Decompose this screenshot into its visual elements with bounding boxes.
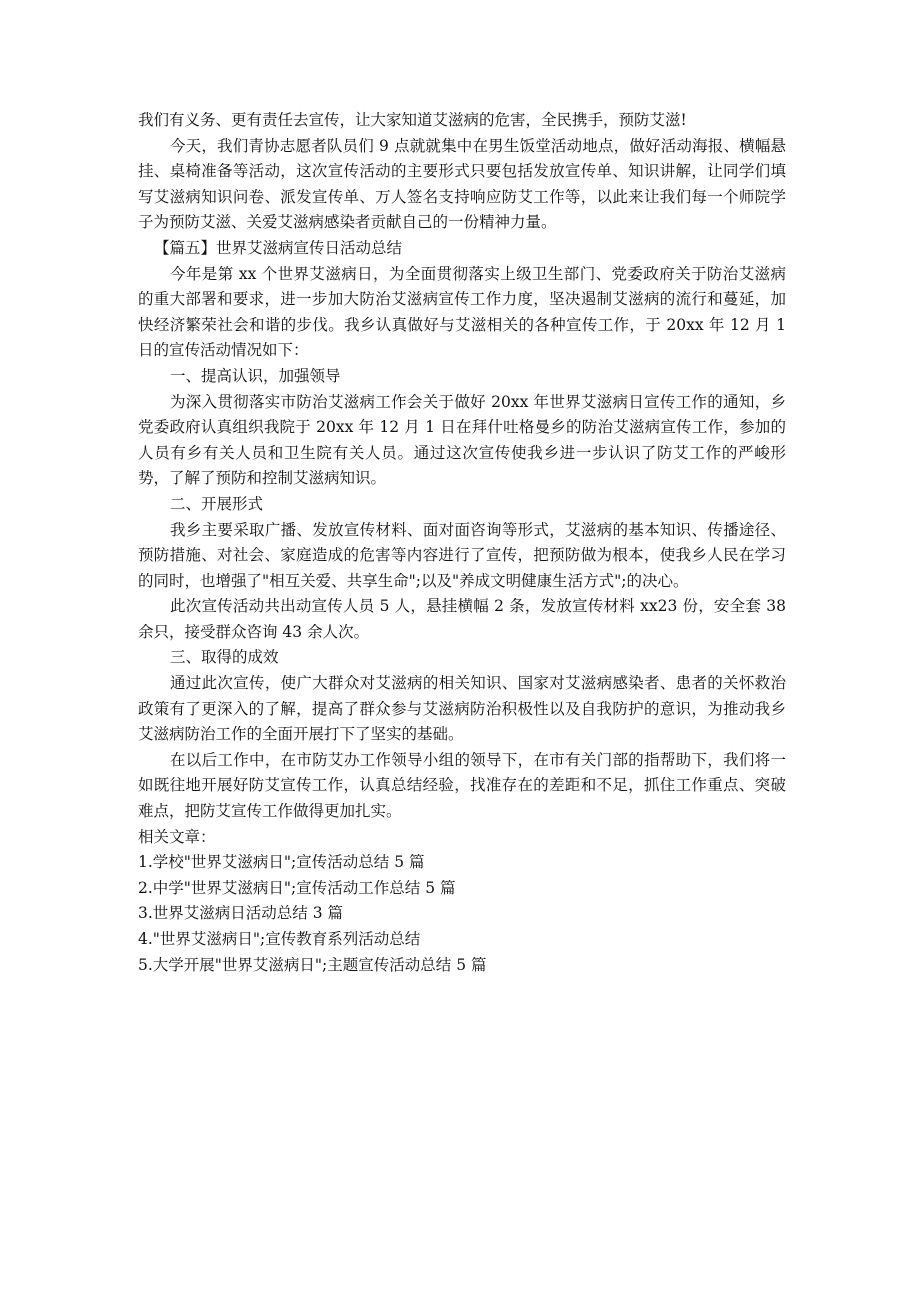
paragraph: 此次宣传活动共出动宣传人员 5 人，悬挂横幅 2 条，发放宣传材料 xx23 份，安全套 38 余只，接受群众咨询 43 余人次。 xyxy=(138,597,786,641)
paragraph: 我们有义务、更有责任去宣传，让大家知道艾滋病的危害，全民携手，预防艾滋! xyxy=(138,111,687,129)
related-link[interactable]: 2.中学"世界艾滋病日";宣传活动工作总结 5 篇 xyxy=(138,878,456,897)
paragraph: 今年是第 xx 个世界艾滋病日，为全面贯彻落实上级卫生部门、党委政府关于防治艾滋病的重大部署和要求，进一步加大防治艾滋病宣传工作力度，坚决遏制艾滋病的流行和蔓延，加快经济繁荣社会和谐的步伐。我乡认真做好与艾滋相关的各种宣传工作，于 20xx 年 12 月 1 日的宣传活动情况如下： xyxy=(138,264,786,360)
paragraph: 今天，我们青协志愿者队员们 9 点就就集中在男生饭堂活动地点，做好活动海报、横幅悬挂、桌椅准备等活动，这次宣传活动的主要形式只要包括发放宣传单、知识讲解，让同学们填写艾滋病知识问卷、派发宣传单、万人签名支持响应防艾工作等，以此来让我们每一个师院学子为预防艾滋、关爱艾滋病感染者贡献自己的一份精神力量。 xyxy=(138,136,786,232)
related-link[interactable]: 5.大学开展"世界艾滋病日";主题宣传活动总结 5 篇 xyxy=(138,955,487,974)
section-title: 【篇五】世界艾滋病宣传日活动总结 xyxy=(154,238,403,257)
paragraph: 在以后工作中，在市防艾办工作领导小组的领导下，在市有关门部的指帮助下，我们将一如既往地开展好防艾宣传工作，认真总结经验，找准存在的差距和不足，抓住工作重点、突破难点，把防艾宣传工作做得更加扎实。 xyxy=(138,750,786,821)
paragraph: 我乡主要采取广播、发放宣传材料、面对面咨询等形式，艾滋病的基本知识、传播途径、预防措施、对社会、家庭造成的危害等内容进行了宣传，把预防做为根本，使我乡人民在学习的同时，也增强了"相互关爱、共享生命";以及"养成文明健康生活方式";的决心。 xyxy=(138,520,786,590)
paragraph: 为深入贯彻落实市防治艾滋病工作会关于做好 20xx 年世界艾滋病日宣传工作的通知，乡党委政府认真组织我院于 20xx 年 12 月 1 日在拜什吐格曼乡的防治艾滋病宣传工作，参加的人员有乡有关人员和卫生院有关人员。通过这次宣传使我乡进一步认识了防艾工作的严峻形势，了解了预防和控制艾滋病知识。 xyxy=(138,392,786,488)
document-body xyxy=(138,108,786,978)
related-link[interactable]: 3.世界艾滋病日活动总结 3 篇 xyxy=(138,904,344,923)
paragraph: 通过此次宣传，使广大群众对艾滋病的相关知识、国家对艾滋病感染者、患者的关怀救治政策有了更深入的了解，提高了群众参与艾滋病防治积极性以及自我防护的意识，为推动我乡艾滋病防治工作的全面开展打下了坚实的基础。 xyxy=(138,674,786,744)
subheading: 二、开展形式 xyxy=(170,494,264,513)
related-link[interactable]: 4."世界艾滋病日";宣传教育系列活动总结 xyxy=(138,930,421,948)
subheading: 三、取得的成效 xyxy=(170,648,279,667)
related-title: 相关文章： xyxy=(138,827,216,846)
related-link[interactable]: 1.学校"世界艾滋病日";宣传活动总结 5 篇 xyxy=(138,853,425,872)
subheading: 一、提高认识，加强领导 xyxy=(170,366,341,385)
